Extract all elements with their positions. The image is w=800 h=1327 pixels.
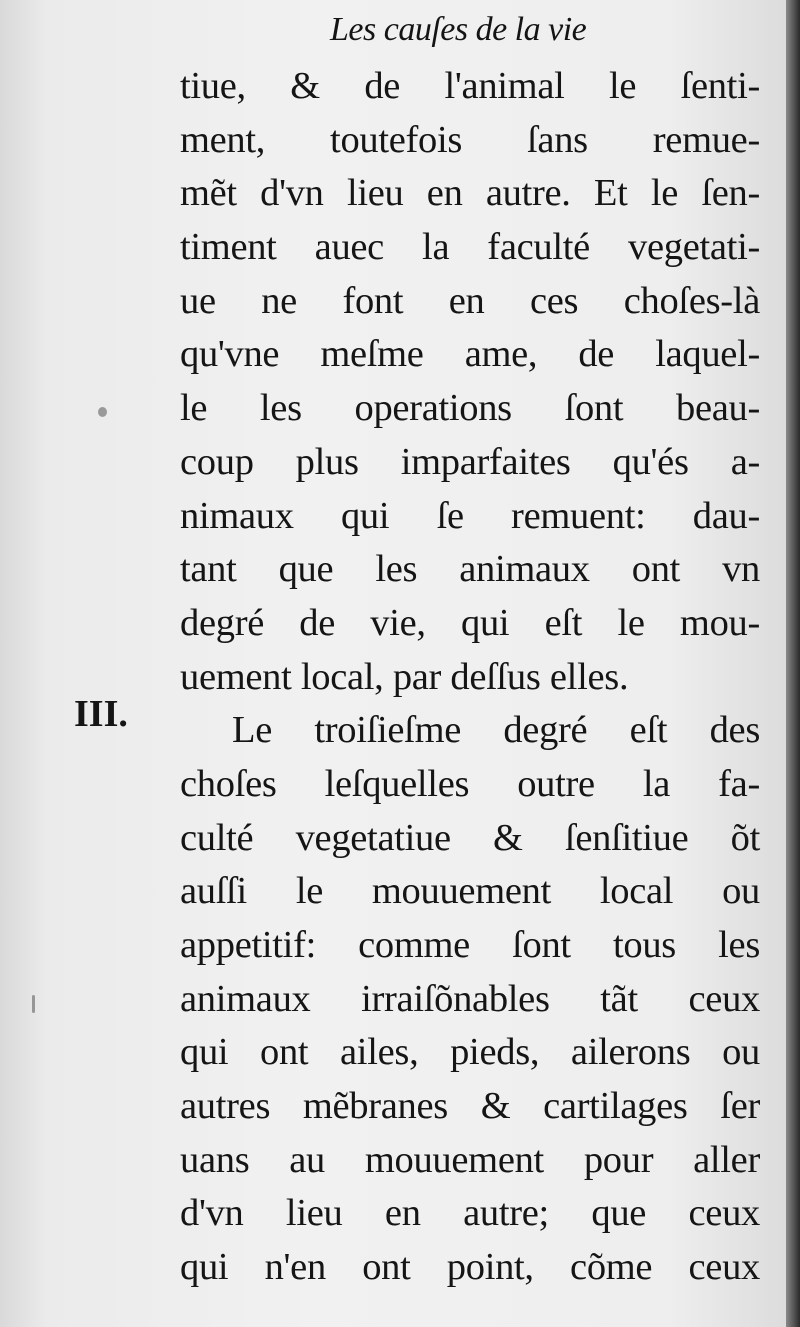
text-line: qui ont ailes, pieds, ailerons ou	[180, 1031, 760, 1074]
text-line: choſes leſquelles outre la fa-	[180, 762, 760, 805]
text-line: coup plus imparfaites qu'és a-	[180, 440, 760, 483]
text-line: Le troiſieſme degré eſt des	[232, 709, 760, 752]
text-line: timent auec la faculté vegetati-	[180, 226, 760, 269]
text-line: tiue, & de l'animal le ſenti-	[180, 65, 760, 107]
text-line: mẽt d'vn lieu en autre. Et le ſen-	[180, 172, 760, 215]
marginal-section-number: III.	[74, 693, 128, 735]
text-line: animaux irraiſõnables tãt ceux	[180, 977, 760, 1020]
paper-speck	[32, 995, 35, 1013]
text-line: uement local, par deſſus elles.	[180, 655, 629, 698]
show-through-text	[262, 0, 282, 34]
text-line: tant que les animaux ont vn	[180, 548, 760, 591]
text-line: degré de vie, qui eſt le mou-	[180, 601, 760, 644]
text-line: culté vegetatiue & ſenſitiue õt	[180, 816, 760, 859]
text-line: d'vn lieu en autre; que ceux	[180, 1192, 760, 1235]
text-line: qui n'en ont point, cõme ceux	[180, 1246, 760, 1289]
page-edge-shadow	[786, 0, 800, 1327]
body-text	[180, 60, 760, 1295]
text-line: nimaux qui ſe remuent: dau-	[180, 494, 760, 537]
text-line: le les operations ſont beau-	[180, 387, 760, 430]
text-line: uans au mouuement pour aller	[180, 1138, 760, 1181]
text-line: ue ne font en ces choſes-là	[180, 279, 760, 322]
running-head: Les cauſes de la vie	[330, 11, 587, 48]
paper-speck	[98, 407, 107, 417]
text-line: appetitif: comme ſont tous les	[180, 924, 760, 966]
text-line: qu'vne meſme ame, de laquel-	[180, 333, 760, 376]
text-line: autres mẽbranes & cartilages ſer	[180, 1085, 760, 1128]
text-line: auſſi le mouuement local ou	[180, 870, 760, 913]
text-line: ment, toutefois ſans remue-	[180, 118, 760, 161]
